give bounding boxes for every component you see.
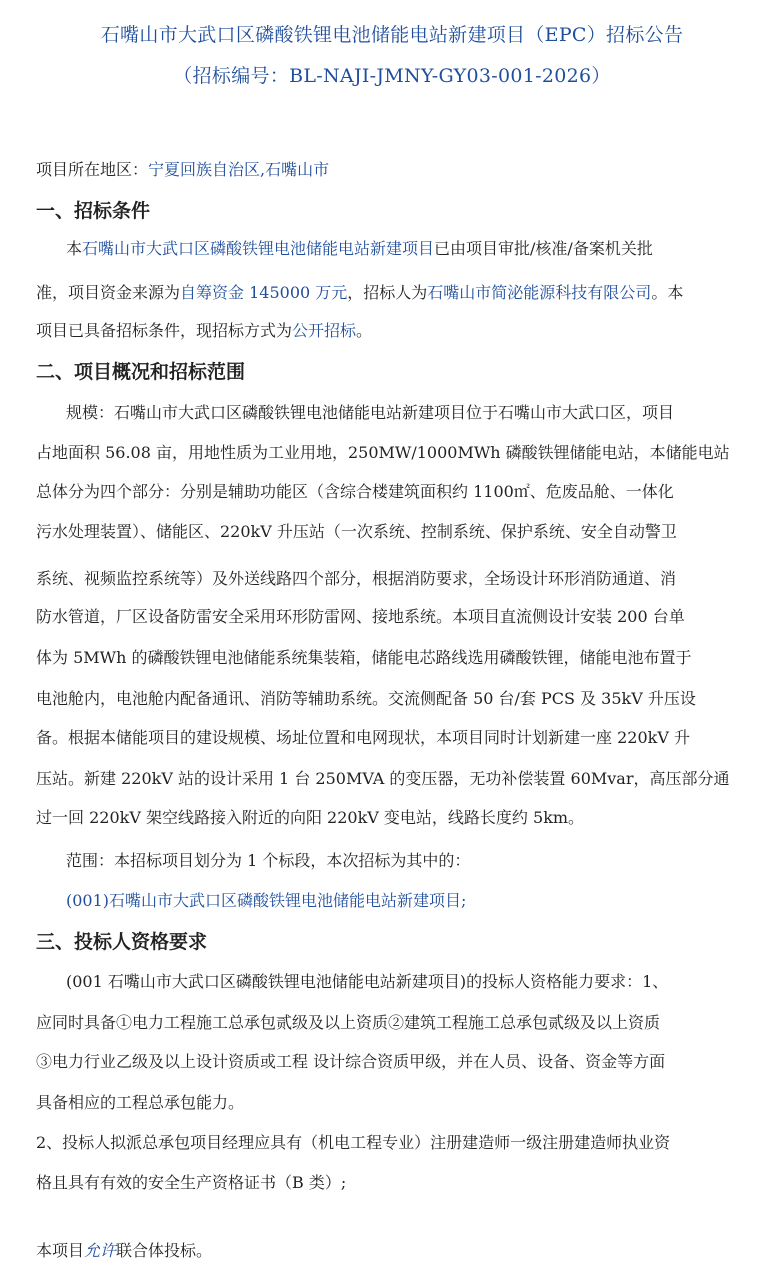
s3-line: 2、投标人拟派总承包项目经理应具有（机电工程专业）注册建造师一级注册建造师执业资 (36, 1133, 671, 1152)
scope-text: 范围：本招标项目划分为 1 个标段，本次招标为其中的： (66, 851, 471, 870)
s2-line: 体为 5MWh 的磷酸铁锂电池储能系统集装箱，储能电芯路线选用磷酸铁锂，储能电池布置于 (36, 648, 692, 667)
text: 已由项目审批/核准/备案机关批 (434, 239, 653, 258)
text: 项目已具备招标条件，现招标方式为 (36, 321, 293, 340)
s3-line: 格且具有有效的安全生产资格证书（B 类）; (36, 1173, 347, 1192)
notice-title: 石嘴山市大武口区磷酸铁锂电池储能电站新建项目（EPC）招标公告 (100, 24, 684, 46)
consortium-note (36, 1238, 752, 1261)
region-label: 项目所在地区： (36, 160, 149, 179)
s1-line-2 (36, 280, 752, 303)
text: 。 (356, 321, 373, 340)
s2-line: 电池舱内，电池舱内配备通讯、消防等辅助系统。交流侧配备 50 台/套 PCS 及 35kV 升压设 (36, 689, 696, 708)
s2-line: 规模：石嘴山市大武口区磷酸铁锂电池储能电站新建项目位于石嘴山市大武口区，项目 (66, 403, 675, 422)
project-region (36, 157, 752, 180)
text: 本项目 (36, 1241, 85, 1260)
text: ，招标人为 (347, 283, 428, 302)
funding-source: 自筹资金 145000 万元 (180, 283, 348, 302)
consortium-allowed: 允许 (84, 1241, 117, 1260)
s2-line: 系统、视频监控系统等）及外送线路四个部分，根据消防要求，全场设计环形消防通道、消 (36, 569, 677, 588)
section-heading-3: 三、投标人资格要求 (36, 931, 208, 953)
tenderer-name: 石嘴山市简泌能源科技有限公司 (427, 283, 652, 302)
section-heading-1: 一、招标条件 (36, 200, 151, 222)
s1-line-3 (36, 318, 752, 341)
s1-line-1 (66, 236, 752, 259)
project-name: 石嘴山市大武口区磷酸铁锂电池储能电站新建项目 (82, 239, 435, 258)
s3-line: 应同时具备①电力工程施工总承包贰级及以上资质②建筑工程施工总承包贰级及以上资质 (36, 1013, 661, 1032)
s2-line: 占地面积 56.08 亩，用地性质为工业用地，250MW/1000MWh 磷酸铁锂储能电站，本储能电站 (36, 443, 730, 462)
text: 准，项目资金来源为 (36, 283, 181, 302)
s2-line: 备。根据本储能项目的建设规模、场址位置和电网现状，本项目同时计划新建一座 220kV 升 (36, 728, 690, 747)
s2-line: 压站。新建 220kV 站的设计采用 1 台 250MVA 的变压器，无功补偿装置 60Mvar，高压部分通 (36, 769, 730, 788)
lot-name: (001)石嘴山市大武口区磷酸铁锂电池储能电站新建项目; (66, 891, 467, 910)
s2-line: 过一回 220kV 架空线路接入附近的向阳 220kV 变电站，线路长度约 5km。 (36, 808, 585, 827)
lot-item (66, 888, 752, 911)
region-value: 宁夏回族自治区,石嘴山市 (148, 160, 330, 179)
text: 。本 (651, 283, 684, 302)
tender-method: 公开招标 (292, 321, 357, 340)
text: 联合体投标。 (116, 1241, 213, 1260)
s2-line: 防水管道，厂区设备防雷安全采用环形防雷网、接地系统。本项目直流侧设计安装 200 台单 (36, 607, 685, 626)
s3-line: ③电力行业乙级及以上设计资质或工程 设计综合资质甲级，并在人员、设备、资金等方面 (36, 1052, 666, 1071)
s3-line: (001 石嘴山市大武口区磷酸铁锂电池储能电站新建项目)的投标人资格能力要求：1、 (66, 972, 669, 991)
tender-number: （招标编号：BL-NAJI-JMNY-GY03-001-2026） (173, 65, 611, 87)
text: 本 (66, 239, 83, 258)
s2-line: 总体分为四个部分：分别是辅助功能区（含综合楼建筑面积约 1100㎡、危废品舱、一体化 (36, 482, 674, 501)
s3-line: 具备相应的工程总承包能力。 (36, 1093, 245, 1112)
s2-line: 污水处理装置）、储能区、220kV 升压站（一次系统、控制系统、保护系统、安全自动警卫 (36, 522, 677, 541)
section-heading-2: 二、项目概况和招标范围 (36, 361, 246, 383)
